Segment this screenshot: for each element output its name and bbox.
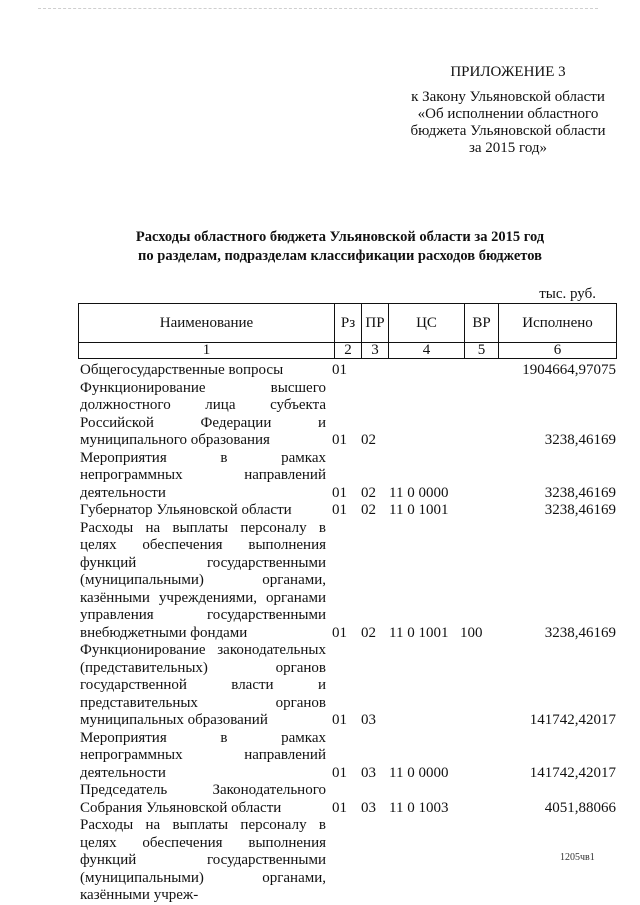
row-name: Мероприятия в рамках непрограммных направлений деятельности [80, 449, 326, 501]
document-title [60, 228, 620, 266]
row-pr: 02 [361, 502, 376, 518]
row-value: 141742,42017 [529, 764, 616, 781]
table-row [78, 380, 618, 450]
row-rz: 01 [332, 712, 347, 728]
appendix-heading [388, 64, 628, 157]
row-name: Губернатор Ульяновской области [80, 502, 292, 518]
row-rz: 01 [332, 362, 347, 378]
appendix-line: бюджета Ульяновской области [410, 123, 606, 139]
row-value: 4051,88066 [544, 799, 616, 816]
row-name: Расходы на выплаты персоналу в целях обеспечения выполнения функций государственными (муниципальными) органами, казёнными учреж- [80, 817, 326, 903]
table-row [78, 730, 618, 783]
row-pr: 03 [361, 764, 376, 781]
row-rz: 01 [332, 799, 347, 816]
table-row [78, 782, 618, 817]
header-vr: ВР [465, 304, 499, 343]
page-code: 1205чв1 [560, 852, 595, 863]
row-pr: 02 [361, 484, 376, 501]
row-name: Функционирование законодательных (представительных) органов государственной власти и представительных органов муниципальных образований [80, 642, 326, 728]
appendix-line: к Закону Ульяновской области [411, 89, 605, 105]
title-line-2: по разделам, подразделам классификации расходов бюджетов [138, 248, 542, 264]
row-value: 141742,42017 [529, 712, 616, 728]
table-body [78, 362, 618, 905]
table-row [78, 817, 618, 905]
row-name: Функционирование высшего должностного лица субъекта Российской Федерации и муниципального образования [80, 379, 326, 448]
row-cs: 11 0 0000 [389, 484, 449, 501]
row-rz: 01 [332, 484, 347, 501]
appendix-line: за 2015 год» [468, 140, 548, 156]
row-name: Председатель Законодательного Собрания Ульяновской области [80, 782, 326, 816]
row-pr: 02 [361, 432, 376, 448]
scan-edge-line [38, 8, 598, 10]
appendix-line: «Об исполнении областного [417, 106, 599, 122]
row-vr: 100 [460, 624, 483, 641]
row-value: 1904664,97075 [522, 362, 616, 378]
row-cs: 11 0 1003 [389, 799, 449, 816]
row-name: Общегосударственные вопросы [80, 362, 284, 378]
row-value: 3238,46169 [544, 502, 616, 518]
table-row [78, 362, 618, 380]
row-value: 3238,46169 [544, 624, 616, 641]
column-number: 5 [465, 343, 499, 359]
column-number: 3 [362, 343, 389, 359]
title-line-1: Расходы областного бюджета Ульяновской области за 2015 год [135, 229, 545, 245]
table-row [78, 450, 618, 503]
column-number: 1 [79, 343, 335, 359]
row-cs: 11 0 0000 [389, 764, 449, 781]
row-pr: 02 [361, 624, 376, 641]
row-value: 3238,46169 [544, 484, 616, 501]
row-rz: 01 [332, 624, 347, 641]
row-pr: 03 [361, 799, 376, 816]
row-cs: 11 0 1001 [389, 502, 449, 518]
header-rz: Рз [335, 304, 362, 343]
table-row [78, 642, 618, 730]
column-number: 6 [499, 343, 617, 359]
table-row [78, 520, 618, 643]
row-rz: 01 [332, 432, 347, 448]
table-header [78, 303, 617, 359]
row-pr: 03 [361, 712, 376, 728]
header-cs: ЦС [389, 304, 465, 343]
row-name: Расходы на выплаты персоналу в целях обеспечения выполнения функций государственными (муниципальными) органами, казёнными учреждениями, органами управления государственными внебюджетными фондами [80, 519, 326, 641]
column-number: 2 [335, 343, 362, 359]
row-cs: 11 0 1001 [389, 624, 449, 641]
row-rz: 01 [332, 502, 347, 518]
units-label: тыс. руб. [539, 286, 596, 302]
row-name: Мероприятия в рамках непрограммных направлений деятельности [80, 729, 326, 781]
header-pr: ПР [362, 304, 389, 343]
row-rz: 01 [332, 764, 347, 781]
row-value: 3238,46169 [544, 432, 616, 448]
header-name: Наименование [79, 304, 335, 343]
table-row [78, 502, 618, 520]
header-executed: Исполнено [499, 304, 617, 343]
column-number: 4 [389, 343, 465, 359]
appendix-title: ПРИЛОЖЕНИЕ 3 [450, 64, 566, 80]
